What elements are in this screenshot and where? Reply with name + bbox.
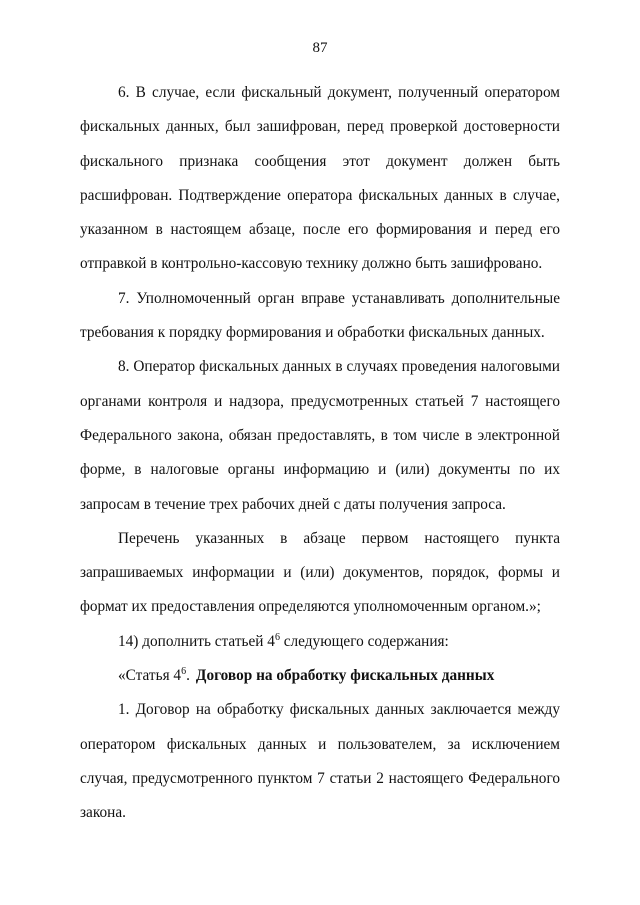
page-number: 87 xyxy=(312,40,328,56)
paragraph-6: 6. В случае, если фискальный документ, полученный оператором фискальных данных, был зашифрован, перед проверкой достоверности фискального признака сообщения этот документ должен быть расшифрован. Подтверждение оператора фискальных данных в случае, указанном в настоящем абзаце, после его формирования и перед его отправкой в контрольно-кассовую технику должно быть зашифровано. xyxy=(80,84,560,273)
amendment-line xyxy=(80,625,560,659)
article-heading xyxy=(80,659,560,693)
paragraph-8: 8. Оператор фискальных данных в случаях проведения налоговыми органами контроля и надзора, предусмотренных статьей 7 настоящего Федерального закона, обязан предоставлять, в том числе в электронной форме, в налоговые органы информацию и (или) документы по их запросам в течение трех рабочих дней с даты получения запроса. xyxy=(80,358,560,513)
article-heading-suffix: . xyxy=(186,667,190,685)
article-paragraph-1: 1. Договор на обработку фискальных данных заключается между оператором фискальных данных и пользователем, за исключением случая, предусмотренного пунктом 7 статьи 2 настоящего Федерального закона. xyxy=(80,701,560,822)
amendment-text-after: следующего содержания: xyxy=(279,632,449,650)
amendment-text-before: 14) дополнить статьей 4 xyxy=(118,632,275,650)
article-heading-title: Договор на обработку фискальных данных xyxy=(195,667,495,685)
document-body xyxy=(80,76,560,831)
amendment-superscript: 6 xyxy=(274,631,280,643)
article-heading-superscript: 6 xyxy=(181,665,187,677)
paragraph-list-definition: Перечень указанных в абзаце первом настоящего пункта запрашиваемых информации и (или) документов, порядок, формы и формат их предоставления определяются уполномоченным органом.»; xyxy=(80,529,560,616)
paragraph-7: 7. Уполномоченный орган вправе устанавливать дополнительные требования к порядку формирования и обработки фискальных данных. xyxy=(80,289,560,342)
article-heading-prefix: «Статья 4 xyxy=(118,667,182,685)
